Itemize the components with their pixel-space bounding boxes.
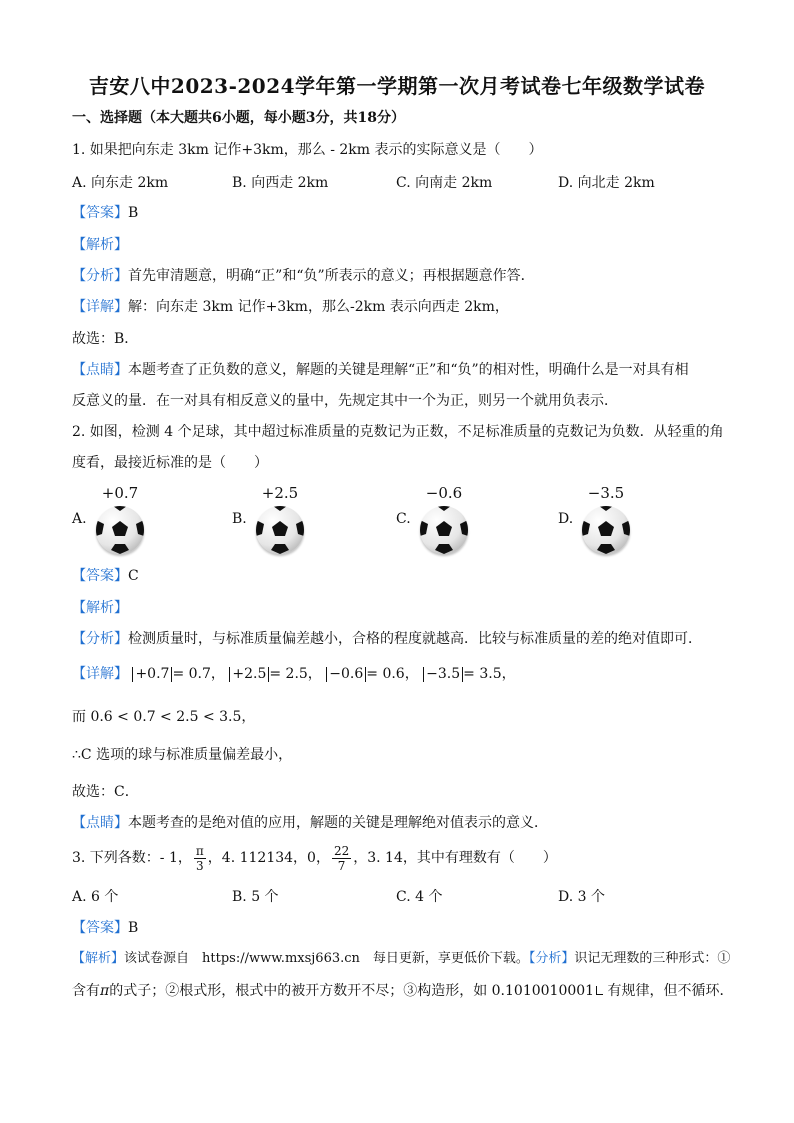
- q3-fenxi-cont: [72, 981, 734, 1001]
- answer-value: B: [128, 920, 139, 936]
- q1-fenxi: [72, 266, 535, 286]
- ball-letter: B.: [232, 511, 247, 527]
- section-heading: 一、选择题（本大题共6小题，每小题3分，共18分）: [72, 110, 405, 126]
- fraction-denominator: 3: [196, 858, 204, 873]
- abs-expression: −0.6: [326, 667, 366, 682]
- ball-option-a: [72, 484, 152, 574]
- xiangjie-text: 解：向东走 3km 记作+3km，那么-2km 表示向西走 2km，: [128, 299, 509, 315]
- q1-xiangjie: [72, 297, 509, 317]
- fraction-denominator: 7: [337, 858, 346, 873]
- q2-compare: 而 0.6 < 0.7 < 2.5 < 3.5，: [72, 709, 256, 725]
- fenxi-tag: 【分析】: [72, 268, 128, 284]
- fraction: [332, 844, 351, 873]
- soccer-ball-icon: [96, 506, 144, 554]
- soccer-ball-icon: [256, 506, 304, 554]
- abs-expression: +2.5: [229, 667, 269, 682]
- q2-xiangjie: [72, 664, 516, 684]
- q1-option-d: D. 向北走 2km: [558, 175, 655, 191]
- ball-option-b: [232, 484, 312, 574]
- q3-answer: [72, 918, 138, 938]
- fraction: [194, 844, 206, 873]
- dianjing-tag: 【点睛】: [72, 362, 128, 378]
- q2-stem-line1: 2. 如图，检测 4 个足球，其中超过标准质量的克数记为正数，不足标准质量的克数记为负数．从轻重的角: [72, 424, 724, 440]
- q2-stem-line2: 度看，最接近标准的是（ ）: [72, 455, 268, 471]
- q1-answer: [72, 203, 138, 223]
- fraction-numerator: 22: [333, 843, 350, 858]
- q3-option-a: A. 6 个: [72, 889, 119, 905]
- xiangjie-tag: 【详解】: [72, 299, 128, 315]
- soccer-ball-icon: [582, 506, 630, 554]
- dianjing-text: 本题考查的是绝对值的应用，解题的关键是理解绝对值表示的意义．: [128, 815, 548, 831]
- ball-value: +0.7: [101, 484, 139, 502]
- dianjing-tag: 【点睛】: [72, 815, 128, 831]
- q2-dianjing: [72, 813, 548, 833]
- q1-dianjing: [72, 360, 689, 380]
- answer-value: C: [128, 568, 139, 584]
- fenxi-text: 含有: [72, 983, 100, 999]
- q3-option-c: C. 4 个: [396, 889, 443, 905]
- answer-tag: 【答案】: [72, 920, 128, 936]
- fenxi-text: 首先审清题意，明确“正”和“负”所表示的意义；再根据题意作答．: [128, 268, 535, 284]
- q3-stem-part: ，4. 112134，0，: [207, 850, 330, 866]
- q3-stem: [72, 843, 557, 873]
- soccer-ball-icon: [420, 506, 468, 554]
- q2-jiexi-tag: 【解析】: [72, 600, 128, 616]
- ball-value: +2.5: [261, 484, 299, 502]
- q3-stem-part: ，3. 14，其中有理数有（ ）: [353, 850, 557, 866]
- ball-letter: C.: [396, 511, 411, 527]
- ball-letter: A.: [72, 511, 87, 527]
- q1-jiexi-tag: 【解析】: [72, 237, 128, 253]
- page-title: 吉安八中2023-2024学年第一学期第一次月考试卷七年级数学试卷: [88, 74, 706, 98]
- fenxi-text: 检测质量时，与标准质量偏差越小，合格的程度就越高．比较与标准质量的差的绝对值即可．: [128, 631, 702, 647]
- q1-guxuan: 故选：B．: [72, 331, 139, 347]
- fenxi-tag: 【分析】: [72, 631, 128, 647]
- ball-option-c: [396, 484, 476, 574]
- q2-guxuan: 故选：C．: [72, 784, 139, 800]
- q3-jiexi: [72, 949, 730, 969]
- answer-tag: 【答案】: [72, 205, 128, 221]
- q1-option-a: A. 向东走 2km: [72, 175, 169, 191]
- abs-result: = 3.5，: [463, 666, 516, 682]
- q2-fenxi: [72, 629, 702, 649]
- ball-letter: D.: [558, 511, 574, 527]
- q2-answer: [72, 566, 139, 586]
- answer-value: B: [128, 205, 139, 221]
- q1-stem: 1. 如果把向东走 3km 记作+3km，那么 - 2km 表示的实际意义是（ ）: [72, 142, 543, 158]
- q1-option-b: B. 向西走 2km: [232, 175, 329, 191]
- q2-therefore: ∴C 选项的球与标准质量偏差最小，: [72, 747, 293, 763]
- q1-dianjing-cont: 反意义的量．在一对具有相反意义的量中，先规定其中一个为正，则另一个就用负表示．: [72, 393, 618, 409]
- dianjing-text: 本题考查了正负数的意义，解题的关键是理解“正”和“负”的相对性，明确什么是一对具有相: [128, 362, 689, 378]
- ball-value: −3.5: [587, 484, 625, 502]
- abs-result: = 2.5，: [269, 666, 322, 682]
- fraction-numerator: π: [195, 843, 204, 858]
- source-note: 该试卷源自 https://www.mxsj663.cn 每日更新，享更低价下载。: [124, 951, 529, 966]
- q1-option-c: C. 向南走 2km: [396, 175, 493, 191]
- q3-option-b: B. 5 个: [232, 889, 279, 905]
- pi-symbol: π: [100, 983, 110, 999]
- ball-value: −0.6: [425, 484, 463, 502]
- fenxi-text: 识记无理数的三种形式：①: [574, 951, 731, 966]
- xiangjie-tag: 【详解】: [72, 666, 128, 682]
- q3-stem-part: 3. 下列各数：- 1，: [72, 850, 192, 866]
- answer-tag: 【答案】: [72, 568, 128, 584]
- q3-option-d: D. 3 个: [558, 889, 605, 905]
- fenxi-tag: 【分析】: [528, 951, 575, 966]
- fenxi-text: 有规律，但不循环．: [603, 983, 734, 999]
- abs-result: = 0.7，: [172, 666, 225, 682]
- jiexi-tag: 【解析】: [72, 951, 125, 966]
- abs-expression: −3.5: [423, 667, 463, 682]
- abs-result: = 0.6，: [366, 666, 419, 682]
- abs-expression: +0.7: [132, 667, 172, 682]
- fenxi-text: 的式子；②根式形，根式中的被开方数开不尽；③构造形，如 0.1010010001: [109, 983, 595, 999]
- ball-option-d: [558, 484, 638, 574]
